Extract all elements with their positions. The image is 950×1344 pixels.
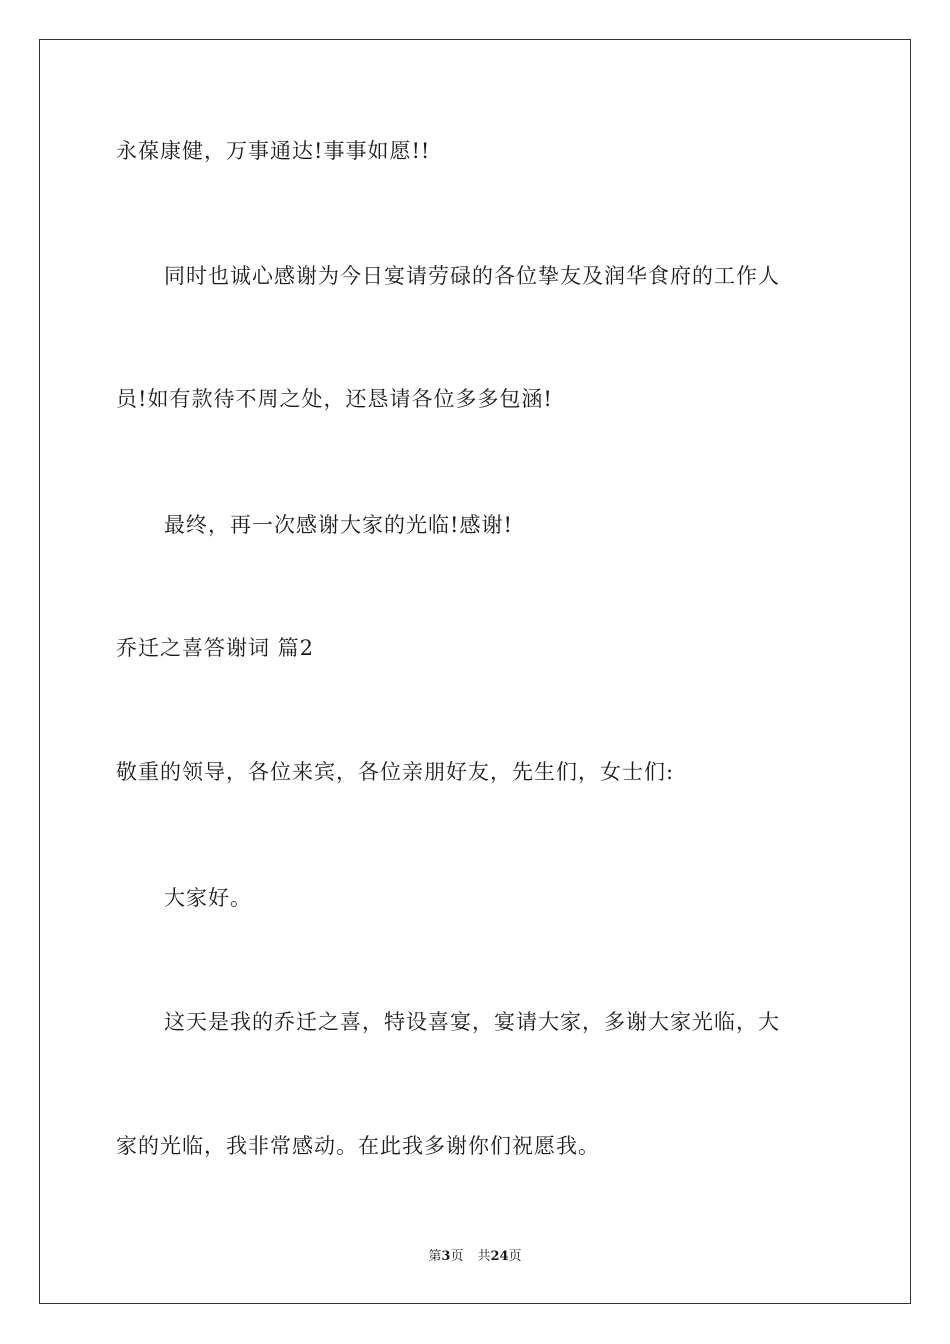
section-heading: 乔迁之喜答谢词 篇2 — [116, 636, 315, 660]
body-line-9: 家的光临，我非常感动。在此我多谢你们祝愿我。 — [116, 1134, 600, 1158]
page-border — [39, 39, 911, 1304]
salutation-line: 敬重的领导，各位来宾，各位亲朋好友，先生们，女士们: — [116, 760, 675, 784]
body-line-2: 同时也诚心感谢为今日宴请劳碌的各位挚友及润华食府的工作人 — [164, 264, 780, 288]
body-line-3: 员!如有款待不周之处，还恳请各位多多包涵! — [116, 387, 553, 411]
total-prefix: 共 — [477, 1249, 491, 1264]
body-line-1: 永葆康健，万事通达!事事如愿!! — [116, 139, 431, 163]
page-number: 3 — [441, 1249, 451, 1264]
total-suffix: 页 — [508, 1249, 522, 1264]
body-line-4: 最终，再一次感谢大家的光临!感谢! — [164, 513, 513, 537]
page-footer — [0, 1248, 950, 1266]
body-line-8: 这天是我的乔迁之喜，特设喜宴，宴请大家，多谢大家光临，大 — [164, 1010, 780, 1034]
page-suffix: 页 — [450, 1249, 464, 1264]
greeting-line: 大家好。 — [164, 886, 252, 910]
page-prefix: 第 — [428, 1249, 442, 1264]
total-pages: 24 — [490, 1249, 509, 1264]
